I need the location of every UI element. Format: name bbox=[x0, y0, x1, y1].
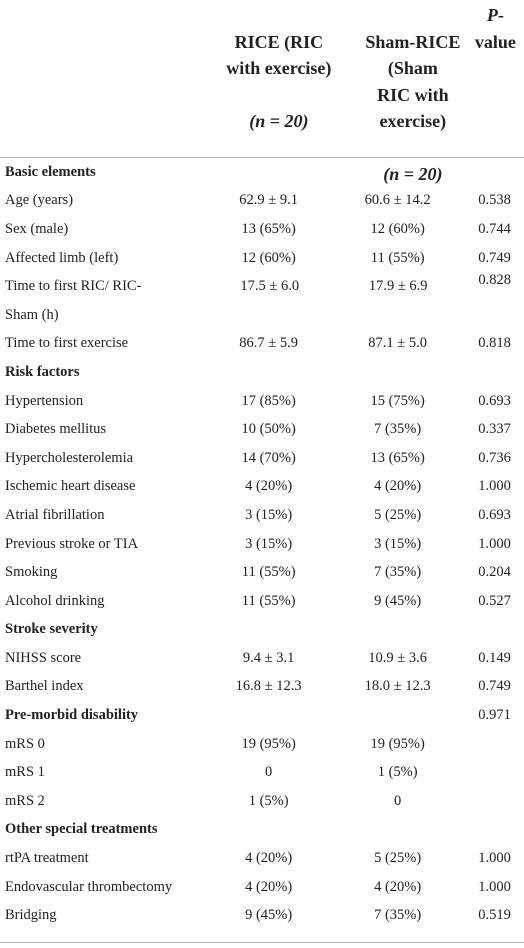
row-label: Atrial fibrillation bbox=[5, 506, 105, 523]
row-label: rtPA treatment bbox=[5, 850, 89, 867]
sham-rice-value: 19 (95%) bbox=[370, 735, 425, 752]
header-sham-n: (n = 20) bbox=[383, 164, 443, 184]
table-row bbox=[0, 215, 524, 244]
row-label: Time to first RIC/ RIC-Sham (h) bbox=[5, 278, 142, 323]
sham-rice-value: 7 (35%) bbox=[374, 564, 422, 581]
sham-rice-value: 0 bbox=[394, 792, 402, 809]
sham-rice-value: 7 (35%) bbox=[374, 421, 422, 438]
row-label: Affected limb (left) bbox=[5, 249, 119, 266]
section-header-row bbox=[0, 616, 524, 645]
section-header-row bbox=[0, 158, 524, 187]
p-value: 0.744 bbox=[478, 220, 511, 237]
section-label: Risk factors bbox=[5, 363, 80, 380]
header-pvalue-column bbox=[467, 0, 524, 157]
row-label: Time to first exercise bbox=[5, 335, 129, 352]
row-label: mRS 0 bbox=[5, 735, 45, 752]
sham-rice-value: 87.1 ± 5.0 bbox=[368, 335, 428, 352]
table-row bbox=[0, 587, 524, 616]
rice-value: 62.9 ± 9.1 bbox=[239, 192, 299, 209]
p-value: 1.000 bbox=[478, 535, 511, 552]
table-row bbox=[0, 187, 524, 216]
rice-value: 3 (15%) bbox=[245, 535, 293, 552]
section-header-row bbox=[0, 358, 524, 387]
sham-rice-value: 5 (25%) bbox=[374, 506, 422, 523]
table-row bbox=[0, 444, 524, 473]
header-rice-title: RICE (RIC with exercise) bbox=[226, 31, 332, 78]
p-value: 0.519 bbox=[478, 907, 511, 924]
rice-value: 11 (55%) bbox=[241, 564, 296, 581]
rice-value: 9.4 ± 3.1 bbox=[242, 649, 295, 666]
p-value: 0.818 bbox=[478, 335, 511, 352]
rice-value: 9 (45%) bbox=[245, 907, 293, 924]
sham-rice-value: 60.6 ± 14.2 bbox=[364, 192, 431, 209]
row-label: Endovascular thrombectomy bbox=[5, 878, 173, 895]
p-value: 0.736 bbox=[478, 449, 511, 466]
row-label: Barthel index bbox=[5, 678, 84, 695]
table-row bbox=[0, 901, 524, 930]
row-label: mRS 2 bbox=[5, 792, 45, 809]
p-value: 0.693 bbox=[478, 392, 511, 409]
table-row bbox=[0, 415, 524, 444]
header-sham-column bbox=[347, 0, 479, 184]
sham-rice-value: 18.0 ± 12.3 bbox=[364, 678, 431, 695]
row-label: mRS 1 bbox=[5, 764, 45, 781]
row-label: Previous stroke or TIA bbox=[5, 535, 139, 552]
header-p-rest: -value bbox=[474, 5, 516, 52]
p-value: 0.527 bbox=[478, 592, 511, 609]
row-label: Smoking bbox=[5, 564, 58, 581]
p-value: 0.693 bbox=[478, 506, 511, 523]
sham-rice-value: 15 (75%) bbox=[370, 392, 425, 409]
table-body bbox=[0, 158, 524, 930]
p-value: 1.000 bbox=[478, 850, 511, 867]
rice-value: 17.5 ± 6.0 bbox=[240, 278, 300, 295]
p-value: 1.000 bbox=[478, 878, 511, 895]
table-row bbox=[0, 501, 524, 530]
sham-rice-value: 17.9 ± 6.9 bbox=[368, 278, 428, 295]
table-bottom-rule bbox=[0, 942, 524, 943]
sham-rice-value: 13 (65%) bbox=[370, 449, 425, 466]
sham-rice-value: 3 (15%) bbox=[374, 535, 422, 552]
rice-value: 19 (95%) bbox=[241, 735, 296, 752]
rice-value: 4 (20%) bbox=[245, 878, 293, 895]
row-label: Diabetes mellitus bbox=[5, 421, 107, 438]
row-label: Hypertension bbox=[5, 392, 84, 409]
rice-value: 4 (20%) bbox=[245, 850, 293, 867]
sham-rice-value: 9 (45%) bbox=[374, 592, 422, 609]
header-rice-n: (n = 20) bbox=[249, 111, 309, 131]
table-row bbox=[0, 387, 524, 416]
table-row bbox=[0, 558, 524, 587]
sham-rice-value: 10.9 ± 3.6 bbox=[368, 649, 428, 666]
section-label: Stroke severity bbox=[5, 621, 98, 638]
row-label: Sex (male) bbox=[5, 220, 69, 237]
header-sham-title: Sham-RICE (Sham RIC with exercise) bbox=[365, 31, 461, 131]
table-row bbox=[0, 730, 524, 759]
sham-rice-value: 7 (35%) bbox=[374, 907, 422, 924]
rice-value: 16.8 ± 12.3 bbox=[235, 678, 302, 695]
rice-value: 0 bbox=[265, 764, 273, 781]
table-row bbox=[0, 873, 524, 902]
table-row bbox=[0, 244, 524, 273]
table-row bbox=[0, 673, 524, 702]
header-rice-column bbox=[211, 0, 347, 157]
header-label-column bbox=[0, 0, 211, 157]
sham-rice-value: 4 (20%) bbox=[374, 478, 422, 495]
sham-rice-value: 11 (55%) bbox=[370, 249, 425, 266]
row-label: Alcohol drinking bbox=[5, 592, 105, 609]
p-value: 0.971 bbox=[478, 707, 511, 724]
sham-rice-value: 4 (20%) bbox=[374, 878, 422, 895]
row-label: Age (years) bbox=[5, 192, 74, 209]
p-value: 0.538 bbox=[478, 192, 511, 209]
rice-value: 17 (85%) bbox=[241, 392, 296, 409]
p-value: 0.204 bbox=[478, 564, 511, 581]
rice-value: 13 (65%) bbox=[241, 220, 296, 237]
sham-rice-value: 12 (60%) bbox=[370, 220, 425, 237]
table-row bbox=[0, 787, 524, 816]
table-row bbox=[0, 644, 524, 673]
row-label: NIHSS score bbox=[5, 649, 82, 666]
rice-value: 1 (5%) bbox=[248, 792, 289, 809]
header-p-italic: P bbox=[486, 5, 498, 25]
section-label: Other special treatments bbox=[5, 821, 158, 838]
sham-rice-value: 5 (25%) bbox=[374, 850, 422, 867]
sham-rice-value: 1 (5%) bbox=[377, 764, 418, 781]
table-row bbox=[0, 758, 524, 787]
rice-value: 11 (55%) bbox=[241, 592, 296, 609]
table-row bbox=[0, 530, 524, 559]
table-row bbox=[0, 844, 524, 873]
row-label: Hypercholesterolemia bbox=[5, 449, 134, 466]
rice-value: 14 (70%) bbox=[241, 449, 296, 466]
p-value: 0.749 bbox=[478, 249, 511, 266]
p-value: 0.828 bbox=[478, 272, 512, 289]
rice-value: 86.7 ± 5.9 bbox=[239, 335, 299, 352]
row-label: Ischemic heart disease bbox=[5, 478, 136, 495]
rice-value: 3 (15%) bbox=[245, 506, 293, 523]
table-row bbox=[0, 272, 524, 329]
rice-value: 10 (50%) bbox=[241, 421, 296, 438]
p-value: 0.149 bbox=[478, 649, 511, 666]
rice-value: 4 (20%) bbox=[245, 478, 293, 495]
p-value: 0.337 bbox=[478, 421, 511, 438]
p-value: 1.000 bbox=[478, 478, 511, 495]
table-row bbox=[0, 330, 524, 359]
section-header-row bbox=[0, 701, 524, 730]
table-row bbox=[0, 473, 524, 502]
section-label: Basic elements bbox=[5, 163, 96, 180]
section-label: Pre-morbid disability bbox=[5, 707, 139, 724]
section-header-row bbox=[0, 816, 524, 845]
p-value: 0.749 bbox=[478, 678, 511, 695]
rice-value: 12 (60%) bbox=[241, 249, 296, 266]
row-label: Bridging bbox=[5, 907, 57, 924]
